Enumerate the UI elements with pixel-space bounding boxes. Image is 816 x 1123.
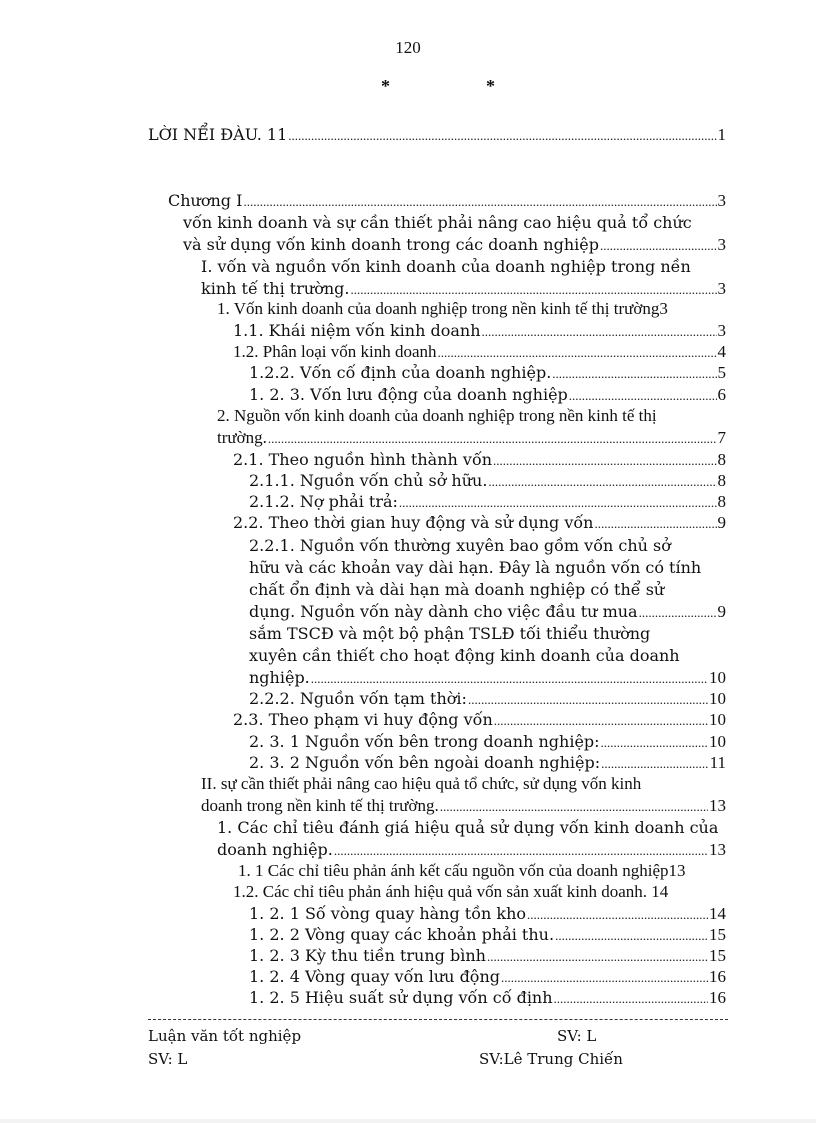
footer-thesis-label: Luận văn tốt nghiệp xyxy=(148,1027,302,1045)
toc-2-2-1-line: xuyên cần thiết cho hoạt động kinh doanh của doanh xyxy=(249,646,680,665)
toc-entry-2-1-2[interactable]: 2.1.2. Nợ phải trả: ..... 8 xyxy=(249,491,726,513)
toc-entry-1-2-2[interactable]: 1.2.2. Vốn cố định của doanh nghiệp. ..... 5 xyxy=(249,362,726,384)
footer-divider xyxy=(148,1019,728,1020)
decorative-star-right: * xyxy=(486,76,495,96)
toc-entry-2-2-2[interactable]: 2.2.2. Nguồn vốn tạm thời: ..... 10 xyxy=(249,688,726,710)
toc-2-2-1-line: 2.2.1. Nguồn vốn thường xuyên bao gồm vốn chủ sở xyxy=(249,536,671,555)
toc-entry-c1-2-1[interactable]: 1. 2. 1 Số vòng quay hàng tồn kho ..... 14 xyxy=(249,903,726,925)
decorative-star-left: * xyxy=(381,76,390,96)
toc-2-2-1-line: hữu và các khoản vay dài hạn. Đây là nguồn vốn có tính xyxy=(249,558,702,577)
toc-entry-2-1[interactable]: 2.1. Theo nguồn hình thành vốn ..... 8 xyxy=(233,449,726,471)
toc-entry-chapter-title[interactable]: và sử dụng vốn kinh doanh trong các doanh nghiệp ..... 3 xyxy=(183,234,726,256)
toc-entry-c1-1[interactable]: 1. 1 Các chỉ tiêu phản ánh kết cấu nguồn vốn của doanh nghiệp 13 xyxy=(238,861,686,880)
footer-student-name: SV:Lê Trung Chiến xyxy=(479,1050,623,1068)
toc-2-2-1-line: chất ổn định và dài hạn mà doanh nghiệp có thể sử xyxy=(249,580,665,599)
toc-c1-line: 1. Các chỉ tiêu đánh giá hiệu quả sử dụng vốn kinh doanh của xyxy=(217,818,719,837)
toc-entry-chapter[interactable]: Chương I ..... 3 xyxy=(168,190,726,212)
toc-2-line: 2. Nguồn vốn kinh doanh của doanh nghiệp trong nền kinh tế thị xyxy=(217,406,657,425)
toc-entry-2-2-1[interactable]: dụng. Nguồn vốn này dành cho việc đầu tư mua ..... 9 xyxy=(249,601,726,623)
page-number: 120 xyxy=(395,38,421,57)
toc-entry-section-2[interactable]: doanh trong nền kinh tế thị trường. ..... 13 xyxy=(201,795,726,817)
toc-2-2-1-line: sắm TSCĐ và một bộ phận TSLĐ tối thiểu thường xyxy=(249,624,651,643)
toc-entry-c1-2-4[interactable]: 1. 2. 4 Vòng quay vốn lưu động ..... 16 xyxy=(249,966,726,988)
toc-entry-2[interactable]: trường. ..... 7 xyxy=(217,427,726,449)
footer-student-label-left: SV: L xyxy=(148,1050,188,1068)
toc-section-2-line: II. sự cần thiết phải nâng cao hiệu quả tổ chức, sử dụng vốn kinh xyxy=(201,774,642,793)
toc-entry-2-3-2[interactable]: 2. 3. 2 Nguồn vốn bên ngoài doanh nghiệp: ..... 11 xyxy=(249,752,726,774)
toc-entry-1-2[interactable]: 1.2. Phân loại vốn kinh doanh ..... 4 xyxy=(233,341,726,363)
toc-entry-1[interactable]: 1. Vốn kinh doanh của doanh nghiệp trong nền kinh tế thị trường 3 xyxy=(217,299,668,318)
toc-entry-section-1[interactable]: kinh tế thị trường. ..... 3 xyxy=(201,278,726,300)
toc-entry-2-1-1[interactable]: 2.1.1. Nguồn vốn chủ sở hữu. ..... 8 xyxy=(249,470,726,492)
toc-entry-c1-2-2[interactable]: 1. 2. 2 Vòng quay các khoản phải thu. ..... 15 xyxy=(249,924,726,946)
toc-entry-2-2[interactable]: 2.2. Theo thời gian huy động và sử dụng vốn ..... 9 xyxy=(233,512,726,534)
toc-section-1-line: I. vốn và nguồn vốn kinh doanh của doanh nghiệp trong nền xyxy=(201,257,691,276)
toc-entry-c1[interactable]: doanh nghiệp. ..... 13 xyxy=(217,839,726,861)
toc-entry-c1-2-5[interactable]: 1. 2. 5 Hiệu suất sử dụng vốn cố định ..... 16 xyxy=(249,987,726,1009)
toc-entry-1-1[interactable]: 1.1. Khái niệm vốn kinh doanh ..... 3 xyxy=(233,320,726,342)
page-bottom-edge xyxy=(0,1119,816,1123)
toc-entry-2-3-1[interactable]: 2. 3. 1 Nguồn vốn bên trong doanh nghiệp: ..... 10 xyxy=(249,731,726,753)
toc-entry-1-2-3[interactable]: 1. 2. 3. Vốn lưu động của doanh nghiệp ..... 6 xyxy=(249,384,726,406)
toc-entry-intro[interactable]: LỜI NỂI ĐÀU. 11 ..... 1 xyxy=(148,124,726,146)
toc-entry-2-3[interactable]: 2.3. Theo phạm vi huy động vốn ..... 10 xyxy=(233,709,726,731)
footer-student-label: SV: L xyxy=(557,1027,597,1045)
toc-entry-c1-2[interactable]: 1.2. Các chỉ tiêu phản ánh hiệu quả vốn sản xuất kinh doanh. 14 xyxy=(233,882,669,901)
toc-entry-c1-2-3[interactable]: 1. 2. 3 Kỳ thu tiền trung bình ..... 15 xyxy=(249,945,726,967)
toc-chapter-title-line: vốn kinh doanh và sự cần thiết phải nâng cao hiệu quả tổ chức xyxy=(183,213,692,232)
toc-entry-2-2-1-end[interactable]: nghiệp. ..... 10 xyxy=(249,667,726,689)
